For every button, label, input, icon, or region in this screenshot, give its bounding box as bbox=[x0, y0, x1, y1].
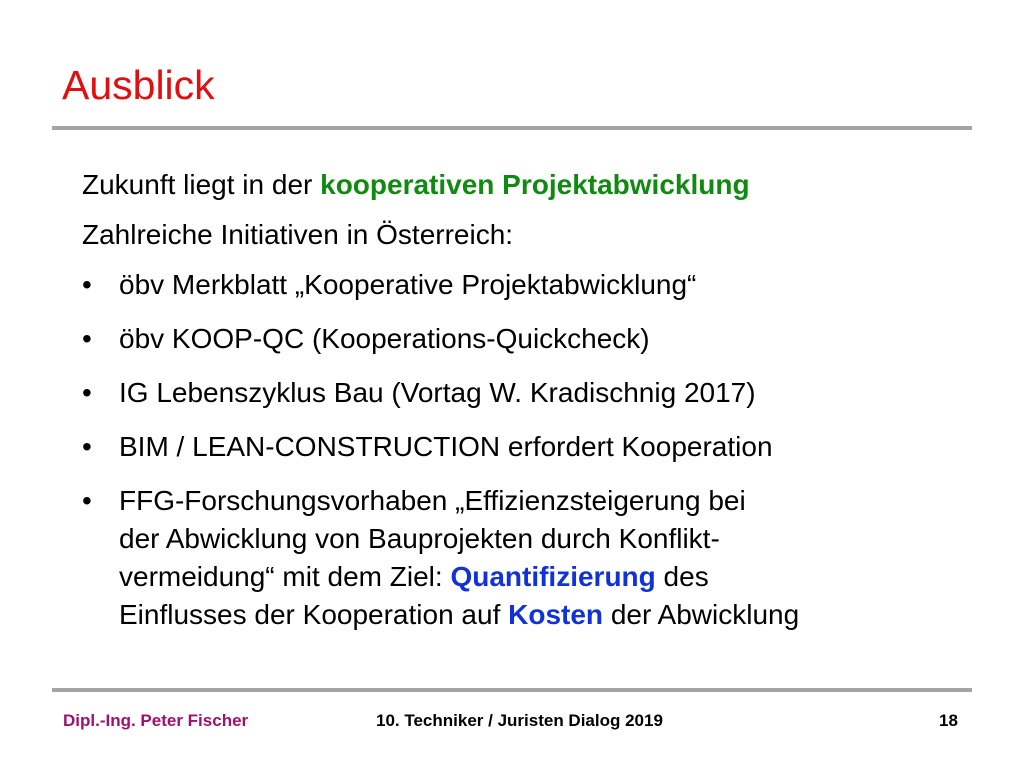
bullet-icon: • bbox=[82, 485, 92, 516]
bullet-text: BIM / LEAN-CONSTRUCTION erfordert Kooperation bbox=[119, 431, 773, 462]
highlight-cooperative: kooperativen Projektabwicklung bbox=[320, 169, 750, 200]
slide-content bbox=[82, 166, 982, 634]
bullet-icon: • bbox=[82, 431, 92, 462]
footer-event: 10. Techniker / Juristen Dialog 2019 bbox=[376, 711, 663, 730]
intro-text: Zukunft liegt in der bbox=[82, 169, 321, 200]
bullet-item bbox=[82, 374, 982, 412]
bullet-item-ffg bbox=[82, 482, 982, 634]
ffg-line-2: der Abwicklung von Bauprojekten durch Konflikt- bbox=[119, 523, 720, 554]
bullet-text: öbv Merkblatt „Kooperative Projektabwicklung“ bbox=[119, 269, 697, 300]
ffg-line-4-tail: der Abwicklung bbox=[603, 599, 800, 630]
ffg-line-3-text: vermeidung“ mit dem Ziel: bbox=[119, 561, 451, 592]
ffg-line-3-tail: des bbox=[655, 561, 709, 592]
highlight-kosten: Kosten bbox=[508, 599, 604, 630]
ffg-line-1: FFG-Forschungsvorhaben „Effizienzsteigerung bei bbox=[119, 485, 746, 516]
bullet-item bbox=[82, 320, 982, 358]
intro-line-2: Zahlreiche Initiativen in Österreich: bbox=[82, 219, 514, 250]
ffg-line-4-text: Einflusses der Kooperation auf bbox=[119, 599, 509, 630]
page-number: 18 bbox=[939, 711, 958, 730]
footer-divider bbox=[52, 688, 972, 692]
highlight-quantifizierung: Quantifizierung bbox=[450, 561, 656, 592]
bullet-item bbox=[82, 428, 982, 466]
bullet-item bbox=[82, 266, 982, 304]
ffg-line-3 bbox=[119, 558, 982, 596]
bullet-text: IG Lebenszyklus Bau (Vortag W. Kradischnig 2017) bbox=[119, 377, 756, 408]
slide-title: Ausblick bbox=[62, 62, 215, 108]
bullet-icon: • bbox=[82, 377, 92, 408]
bullet-text: öbv KOOP-QC (Kooperations-Quickcheck) bbox=[119, 323, 650, 354]
bullet-icon: • bbox=[82, 323, 92, 354]
title-divider bbox=[52, 126, 972, 130]
bullet-icon: • bbox=[82, 269, 92, 300]
intro-line-1 bbox=[82, 166, 982, 204]
ffg-line-4 bbox=[119, 596, 982, 634]
footer-author: Dipl.-Ing. Peter Fischer bbox=[63, 711, 249, 730]
